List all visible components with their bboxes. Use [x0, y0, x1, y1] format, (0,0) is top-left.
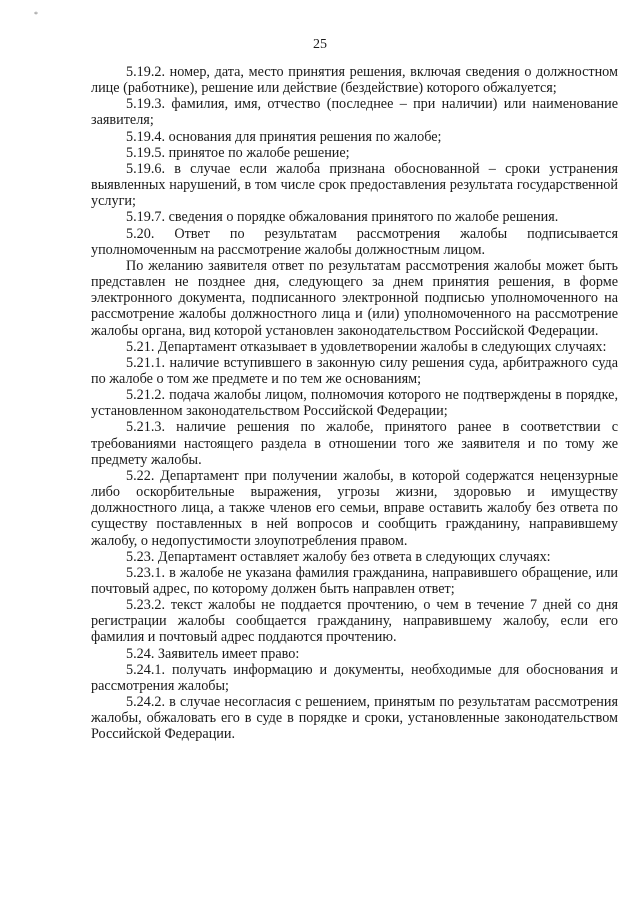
paragraph-5-19-7: 5.19.7. сведения о порядке обжалования принятого по жалобе решения.	[126, 209, 559, 226]
page-number: 25	[313, 37, 327, 52]
paragraph-5-19-4: 5.19.4. основания для принятия решения по жалобе;	[126, 128, 442, 145]
paragraph-5-21-1: 5.21.1. наличие вступившего в законную силу решения суда, арбитражного суда по жалобе о том же предмете и по тем же основаниям;	[91, 354, 618, 387]
paragraph-5-19-2: 5.19.2. номер, дата, место принятия решения, включая сведения о должностном лице (работнике), решение или действие (бездействие) которого обжалуется;	[91, 64, 618, 97]
paragraph-5-23: 5.23. Департамент оставляет жалобу без ответа в следующих случаях:	[126, 548, 551, 565]
corner-mark: *	[34, 10, 38, 19]
paragraph-5-19-6: 5.19.6. в случае если жалоба признана обоснованной – сроки устранения выявленных нарушений, в том числе срок предоставления результата государственной услуги;	[91, 160, 618, 210]
paragraph-5-20: 5.20. Ответ по результатам рассмотрения жалобы подписывается уполномоченным на рассмотрение жалобы должностным лицом.	[91, 225, 618, 258]
paragraph-5-19-5: 5.19.5. принятое по жалобе решение;	[126, 144, 350, 161]
paragraph-5-20-electronic: По желанию заявителя ответ по результатам рассмотрения жалобы может быть представлен не позднее дня, следующего за днем принятия решения, в форме электронного документа, подписанного электронной подписью уполномоченного на рассмотрение жалобы должностного лица и (или) уполномоченного на рассмотрение жалобы органа, вид которой установлен законодательством Российской Федерации.	[91, 257, 618, 339]
paragraph-5-22: 5.22. Департамент при получении жалобы, в которой содержатся нецензурные либо оскорбительные выражения, угрозы жизни, здоровью и имуществу должностного лица, а также членов его семьи, вправе оставить жалобу без ответа по существу поставленных в ней вопросов и сообщить гражданину, направившему жалобу, о недопустимости злоупотребления правом.	[91, 467, 618, 549]
paragraph-5-21-3: 5.21.3. наличие решения по жалобе, принятого ранее в соответствии с требованиями настоящего раздела в отношении того же заявителя и по тому же предмету жалобы.	[91, 419, 618, 468]
paragraph-5-24-2: 5.24.2. в случае несогласия с решением, принятым по результатам рассмотрения жалобы, обжаловать его в суде в порядке и сроки, установленные законодательством Российской Федерации.	[91, 694, 618, 743]
paragraph-5-21: 5.21. Департамент отказывает в удовлетворении жалобы в следующих случаях:	[126, 338, 607, 355]
document-body	[91, 64, 618, 743]
paragraph-5-19-3: 5.19.3. фамилия, имя, отчество (последнее – при наличии) или наименование заявителя;	[91, 96, 618, 129]
paragraph-5-21-2: 5.21.2. подача жалобы лицом, полномочия которого не подтверждены в порядке, установленном законодательством Российской Федерации;	[91, 387, 618, 420]
paragraph-5-23-2: 5.23.2. текст жалобы не поддается прочтению, о чем в течение 7 дней со дня регистрации жалобы сообщается гражданину, направившему жалобу, если его фамилия и почтовый адрес поддаются прочтению.	[91, 597, 618, 646]
paragraph-5-24: 5.24. Заявитель имеет право:	[126, 645, 300, 662]
paragraph-5-23-1: 5.23.1. в жалобе не указана фамилия гражданина, направившего обращение, или почтовый адрес, по которому должен быть направлен ответ;	[91, 564, 618, 597]
paragraph-5-24-1: 5.24.1. получать информацию и документы, необходимые для обоснования и рассмотрения жалобы;	[91, 661, 618, 694]
